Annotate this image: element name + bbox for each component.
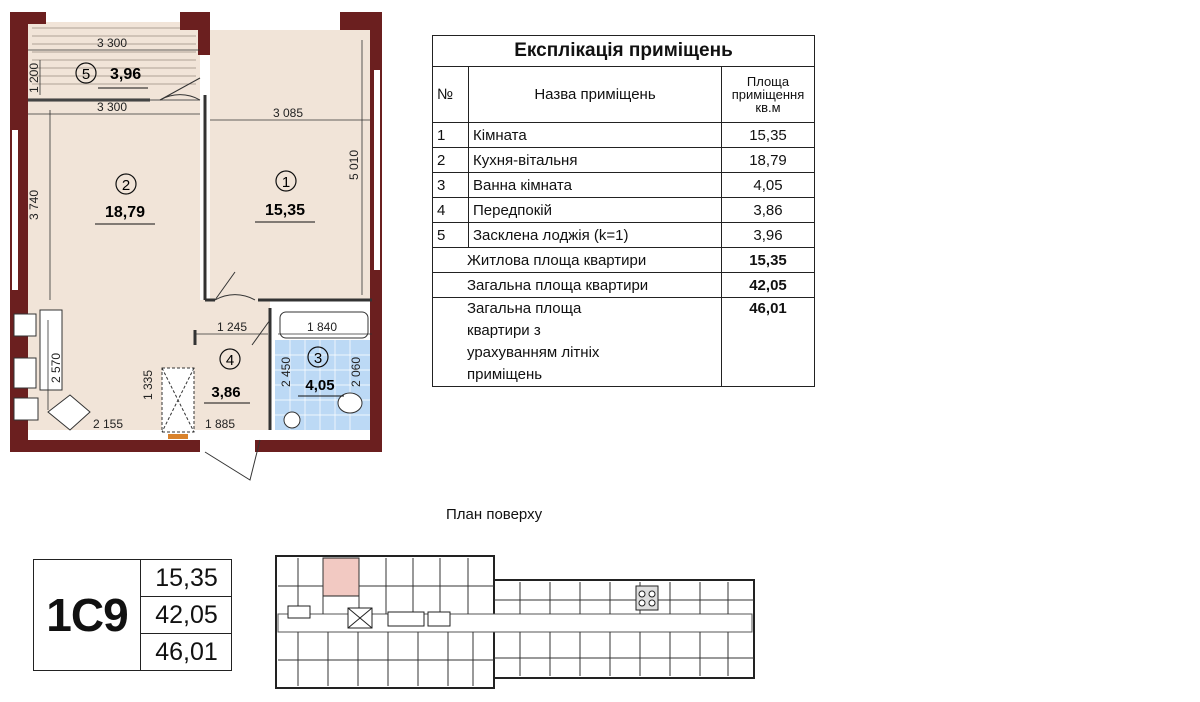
svg-text:3: 3 [313,350,323,367]
row-name: Ванна кімната [469,173,722,198]
total-label: Житлова площа квартири [433,248,722,273]
svg-text:2 450: 2 450 [279,356,293,388]
svg-text:3 300: 3 300 [96,100,128,114]
svg-text:4: 4 [225,352,235,369]
row-no: 3 [433,173,469,198]
row-no: 5 [433,223,469,248]
svg-text:2 060: 2 060 [349,356,363,388]
svg-text:1 335: 1 335 [141,369,155,401]
svg-text:1: 1 [281,174,291,191]
svg-text:3 740: 3 740 [27,189,41,221]
room-floor [210,30,370,300]
svg-text:15,35: 15,35 [264,202,306,219]
svg-text:1 245: 1 245 [216,320,248,334]
unit-code: 1С9 [46,589,128,641]
table-row [433,173,815,198]
svg-text:1 840: 1 840 [306,320,338,334]
table-row [433,148,815,173]
svg-text:3,96: 3,96 [110,66,142,83]
unit-value-total-summer: 46,01 [155,637,218,666]
svg-text:1 885: 1 885 [204,417,236,431]
svg-text:5: 5 [81,66,91,83]
row-no: 4 [433,198,469,223]
explication-table [432,35,815,387]
explication-title: Експлікація приміщень [433,36,815,67]
svg-text:1 200: 1 200 [27,62,41,94]
table-header-row [433,67,815,123]
header-no: № [433,67,469,123]
highlighted-apartment [323,558,359,596]
unit-value-living: 15,35 [141,560,232,597]
sink [14,358,36,388]
row-area: 4,05 [722,173,815,198]
unit-values [140,560,232,670]
svg-text:3,86: 3,86 [211,384,241,401]
total-value: 42,05 [722,273,815,298]
row-area: 18,79 [722,148,815,173]
toilet [284,412,300,428]
svg-text:3 085: 3 085 [272,106,304,120]
unit-summary-box [33,559,232,671]
svg-text:2: 2 [121,177,131,194]
row-no: 1 [433,123,469,148]
total-row [433,273,815,298]
row-name: Передпокій [469,198,722,223]
floor-plan-caption: План поверху [446,506,543,523]
stove [14,314,36,336]
row-no: 2 [433,148,469,173]
table-row [433,123,815,148]
row-area: 3,86 [722,198,815,223]
table-row [433,223,815,248]
svg-text:5 010: 5 010 [347,149,361,181]
svg-text:4,05: 4,05 [305,377,335,394]
entry-mark [168,434,188,439]
row-area: 15,35 [722,123,815,148]
row-area: 3,96 [722,223,815,248]
header-name: Назва приміщень [469,67,722,123]
total-label: Загальна площа квартири [433,273,722,298]
header-area: Площа приміщення кв.м [722,67,815,123]
row-name: Кімната [469,123,722,148]
unit-value-total: 42,05 [141,597,232,634]
apartment-floor-plan [0,0,395,492]
svg-text:2 155: 2 155 [92,417,124,431]
total-value: 15,35 [722,248,815,273]
svg-text:18,79: 18,79 [104,204,146,221]
fridge [14,398,38,420]
total-row [433,298,815,387]
total-label: Загальна площа квартири з урахуванням літніх приміщень [433,298,722,387]
building-floor-plan [268,550,758,695]
table-row [433,198,815,223]
row-name: Засклена лоджія (k=1) [469,223,722,248]
total-value: 46,01 [722,298,815,387]
svg-text:3 300: 3 300 [96,36,128,50]
total-row [433,248,815,273]
row-name: Кухня-вітальня [469,148,722,173]
svg-text:2 570: 2 570 [49,352,63,384]
